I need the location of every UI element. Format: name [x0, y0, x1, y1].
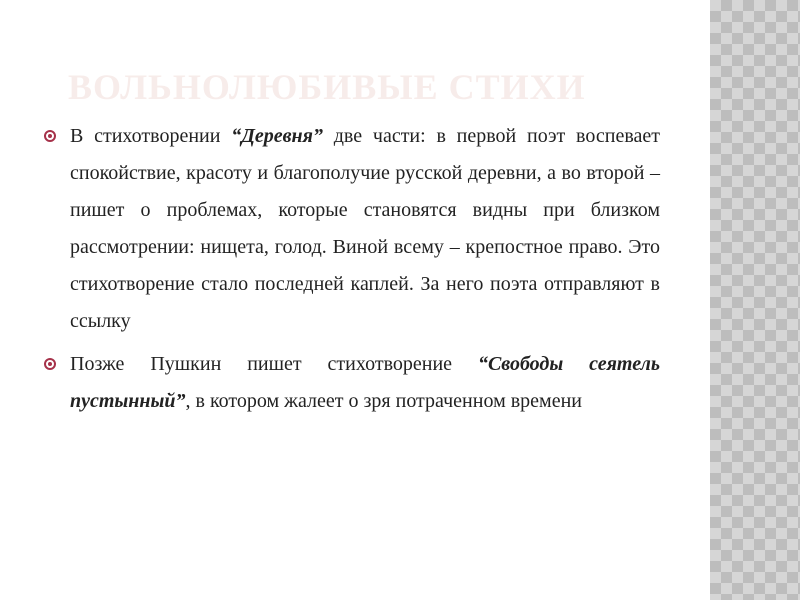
bullet-text-after: , в котором жалеет о зря потраченном времени [185, 390, 582, 412]
bullet-text-before: Позже Пушкин пишет стихотворение [70, 353, 478, 375]
bullet-text-after: две части: в первой поэт воспевает спокойствие, красоту и благополучие русской деревни, а во второй – пишет о проблемах, которые становятся видны при близком рассмотрении: нищета, голод. Виной всему – крепостное право. Это стихотворение стало последней каплей. За него поэта отправляют в ссылку [70, 125, 660, 332]
bullet-list [44, 118, 660, 426]
bullet-item [44, 118, 660, 340]
decorative-pattern-bar [710, 0, 800, 600]
poem-title: “Деревня” [231, 125, 323, 147]
slide-title: ВОЛЬНОЛЮБИВЫЕ СТИХИ [68, 67, 586, 107]
bullet-item [44, 346, 660, 420]
bullet-text [70, 125, 660, 332]
circle-bullet-icon [44, 358, 56, 370]
bullet-text [70, 353, 660, 412]
bullet-text-before: В стихотворении [70, 125, 232, 147]
circle-bullet-icon [44, 130, 56, 142]
poem-title: “Свободы сеятель пустынный” [70, 353, 660, 412]
